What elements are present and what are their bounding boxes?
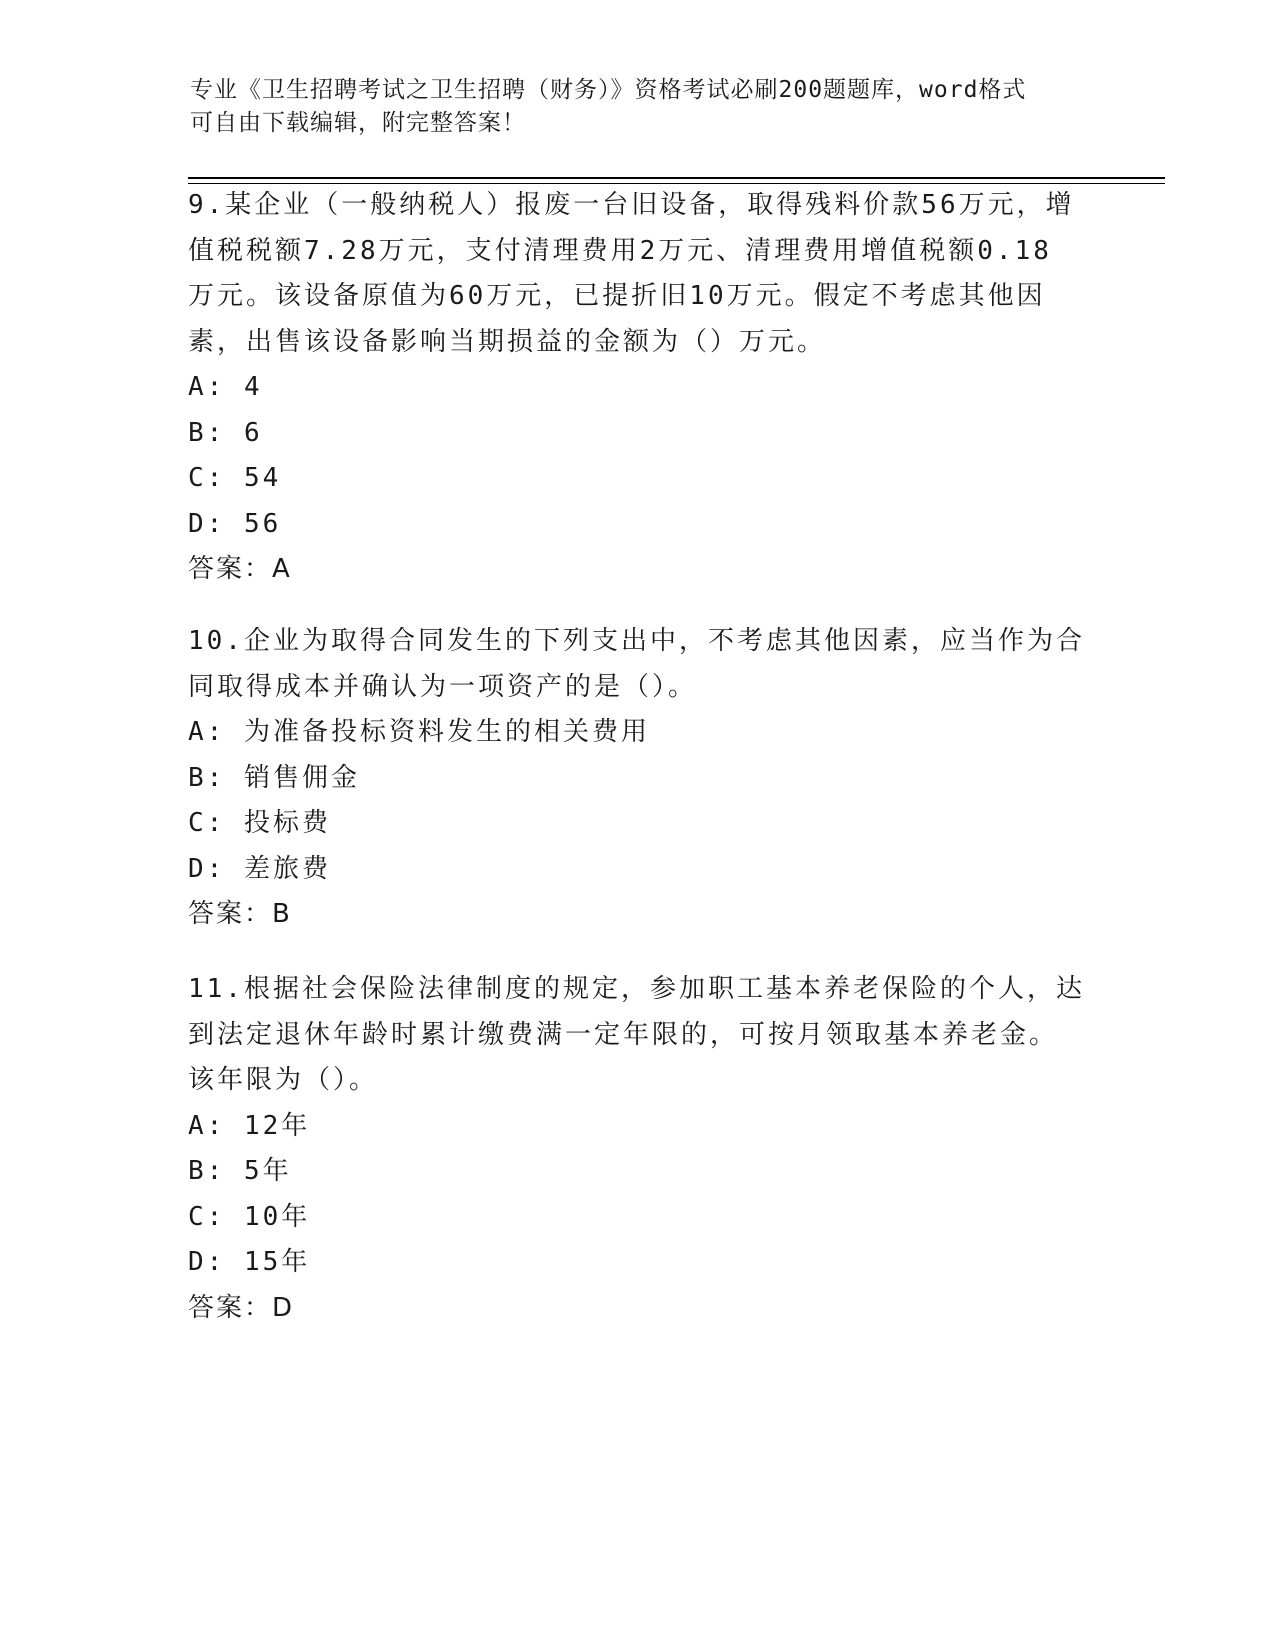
- question-stem-line: 该年限为（）。: [188, 1065, 379, 1095]
- option-a: A: 12年: [188, 1110, 311, 1141]
- option-b: B: 5年: [188, 1156, 292, 1186]
- question-stem-line: 万元。该设备原值为60万元，已提折旧10万元。假定不考虑其他因: [188, 281, 1046, 311]
- answer-label: 答案：B: [188, 899, 292, 929]
- header-rule-thick: [188, 177, 1165, 179]
- header-line-2: 可自由下载编辑，附完整答案！: [190, 110, 526, 136]
- question-stem-line: 同取得成本并确认为一项资产的是（）。: [188, 671, 698, 702]
- question-11: [188, 967, 1088, 1331]
- document-header: [190, 74, 1090, 140]
- option-c: C: 54: [188, 463, 282, 493]
- option-d: D: 56: [188, 508, 282, 539]
- option-c: C: 10年: [188, 1201, 311, 1232]
- question-9: [188, 183, 1088, 593]
- question-stem-line: 11.根据社会保险法律制度的规定，参加职工基本养老保险的个人，达: [188, 974, 1085, 1004]
- option-c: C: 投标费: [188, 808, 331, 838]
- option-d: D: 差旅费: [188, 853, 331, 884]
- answer-label: 答案：A: [188, 554, 292, 584]
- header-line-1: 专业《卫生招聘考试之卫生招聘（财务）》资格考试必刷200题题库，word格式: [190, 77, 1027, 103]
- question-10: [188, 619, 1088, 938]
- question-stem-line: 10.企业为取得合同发生的下列支出中，不考虑其他因素，应当作为合: [188, 626, 1085, 656]
- option-b: B: 6: [188, 417, 263, 448]
- option-d: D: 15年: [188, 1247, 311, 1277]
- question-stem-line: 9.某企业（一般纳税人）报废一台旧设备，取得残料价款56万元，增: [188, 190, 1075, 220]
- question-stem-line: 素，出售该设备影响当期损益的金额为（）万元。: [188, 326, 827, 357]
- option-a: A: 为准备投标资料发生的相关费用: [188, 717, 650, 747]
- answer-label: 答案：D: [188, 1292, 295, 1323]
- option-b: B: 销售佣金: [188, 762, 360, 793]
- question-stem-line: 到法定退休年龄时累计缴费满一定年限的，可按月领取基本养老金。: [188, 1019, 1059, 1050]
- option-a: A: 4: [188, 372, 263, 402]
- question-stem-line: 值税税额7.28万元，支付清理费用2万元、清理费用增值税额0.18: [188, 235, 1052, 266]
